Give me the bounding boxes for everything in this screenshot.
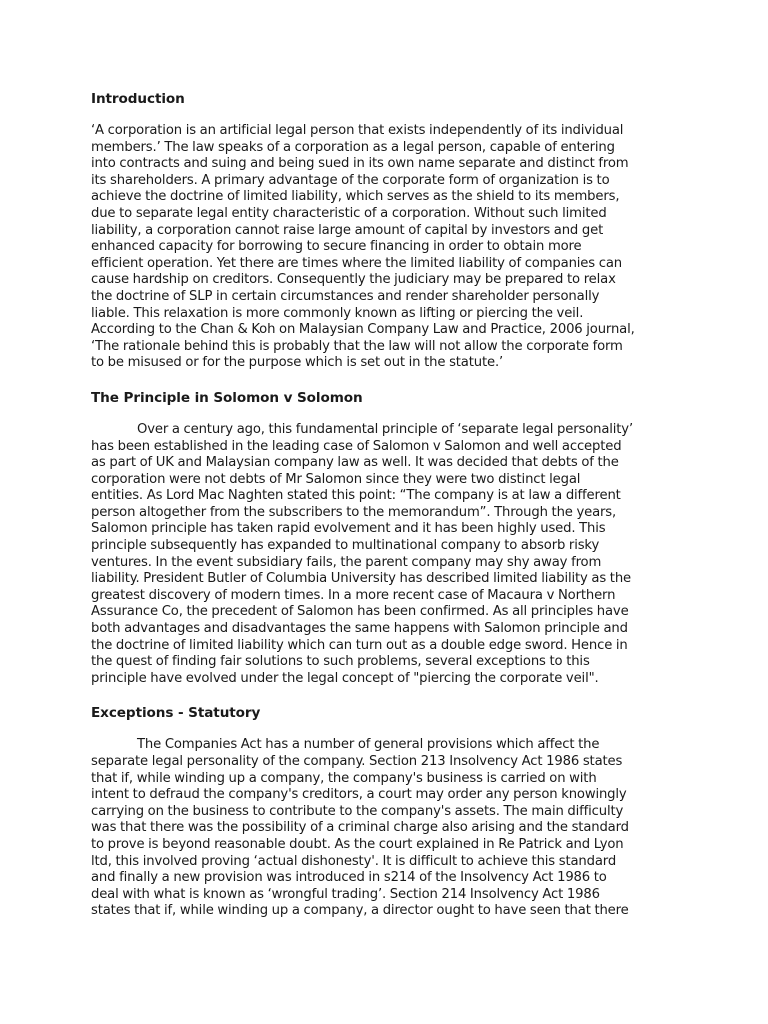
text-line: separate legal personality of the company. Section 213 Insolvency Act 1986 states — [91, 754, 623, 769]
section-spacer — [91, 687, 681, 704]
text-line: has been established in the leading case of Salomon v Salomon and well accepted — [91, 438, 622, 454]
text-line: states that if, while winding up a company, a director ought to have seen that there — [91, 903, 629, 919]
text-line: ‘The rationale behind this is probably that the law will not allow the corporate form — [91, 338, 623, 354]
text-line: liability, a corporation cannot raise large amount of capital by investors and get — [91, 222, 604, 238]
introduction-paragraph — [91, 123, 681, 372]
text-line: as part of UK and Malaysian company law as well. It was decided that debts of the — [91, 455, 619, 471]
text-line: greatest discovery of modern times. In a more recent case of Macaura v Northern — [91, 587, 616, 603]
section-heading-exceptions-statutory: Exceptions - Statutory — [91, 705, 261, 722]
text-line: carrying on the business to contribute to the company's assets. The main difficulty — [91, 803, 624, 819]
text-line: into contracts and suing and being sued in its own name separate and distinct from — [91, 156, 629, 172]
text-line: achieve the doctrine of limited liability, which serves as the shield to its members, — [91, 189, 620, 205]
text-line: ltd, this involved proving ‘actual dishonesty'. It is difficult to achieve this standard — [91, 853, 617, 869]
text-line: the doctrine of limited liability which can turn out as a double edge sword. Hence in — [91, 637, 628, 653]
document-page — [91, 90, 681, 920]
text-line: Assurance Co, the precedent of Salomon has been confirmed. As all principles have — [91, 604, 629, 620]
text-line: liable. This relaxation is more commonly known as lifting or piercing the veil. — [91, 305, 584, 321]
text-line: Salomon principle has taken rapid evolvement and it has been highly used. This — [91, 521, 606, 537]
text-line: was that there was the possibility of a criminal charge also arising and the standard — [91, 820, 629, 836]
text-line: person altogether from the subscribers to the memorandum”. Through the years, — [91, 504, 617, 520]
text-line: The Companies Act has a number of general provisions which affect the — [137, 737, 600, 753]
section-heading-solomon-principle: The Principle in Solomon v Solomon — [91, 389, 363, 406]
section-spacer — [91, 372, 681, 389]
text-line: the quest of finding fair solutions to such problems, several exceptions to this — [91, 654, 590, 670]
text-line: cause hardship on creditors. Consequently the judiciary may be prepared to relax — [91, 272, 616, 288]
text-line: ventures. In the event subsidiary fails, the parent company may shy away from — [91, 554, 602, 570]
text-line: ‘A corporation is an artificial legal person that exists independently of its individual — [91, 123, 624, 138]
text-line: entities. As Lord Mac Naghten stated this point: “The company is at law a different — [91, 488, 621, 504]
text-line: both advantages and disadvantages the same happens with Salomon principle and — [91, 621, 628, 637]
text-line: liability. President Butler of Columbia University has described limited liability as the — [91, 571, 631, 587]
solomon-principle-paragraph — [91, 422, 681, 688]
text-line: principle have evolved under the legal concept of "piercing the corporate veil". — [91, 670, 599, 686]
text-line: that if, while winding up a company, the company's business is carried on with — [91, 770, 597, 786]
text-line: members.’ The law speaks of a corporation as a legal person, capable of entering — [91, 139, 615, 155]
text-line: and finally a new provision was introduced in s214 of the Insolvency Act 1986 to — [91, 870, 607, 886]
text-line: due to separate legal entity characteristic of a corporation. Without such limited — [91, 205, 607, 221]
text-line: the doctrine of SLP in certain circumstances and render shareholder personally — [91, 288, 600, 304]
text-line: its shareholders. A primary advantage of the corporate form of organization is to — [91, 172, 610, 188]
text-line: deal with what is known as ‘wrongful trading’. Section 214 Insolvency Act 1986 — [91, 886, 600, 902]
section-heading-introduction: Introduction — [91, 91, 185, 107]
text-line: to be misused or for the purpose which is set out in the statute.’ — [91, 355, 504, 371]
text-line: According to the Chan & Koh on Malaysian Company Law and Practice, 2006 journal, — [91, 322, 635, 338]
exceptions-statutory-paragraph — [91, 737, 681, 920]
text-line: intent to defraud the company's creditors, a court may order any person knowingly — [91, 787, 627, 803]
text-line: Over a century ago, this fundamental principle of ‘separate legal personality’ — [137, 421, 633, 437]
text-line: principle subsequently has expanded to multinational company to absorb risky — [91, 538, 600, 554]
text-line: corporation were not debts of Mr Salomon since they were two distinct legal — [91, 471, 581, 487]
text-line: enhanced capacity for borrowing to secure financing in order to obtain more — [91, 239, 582, 255]
text-line: efficient operation. Yet there are times where the limited liability of companies can — [91, 255, 622, 271]
text-line: to prove is beyond reasonable doubt. As the court explained in Re Patrick and Lyon — [91, 836, 624, 852]
